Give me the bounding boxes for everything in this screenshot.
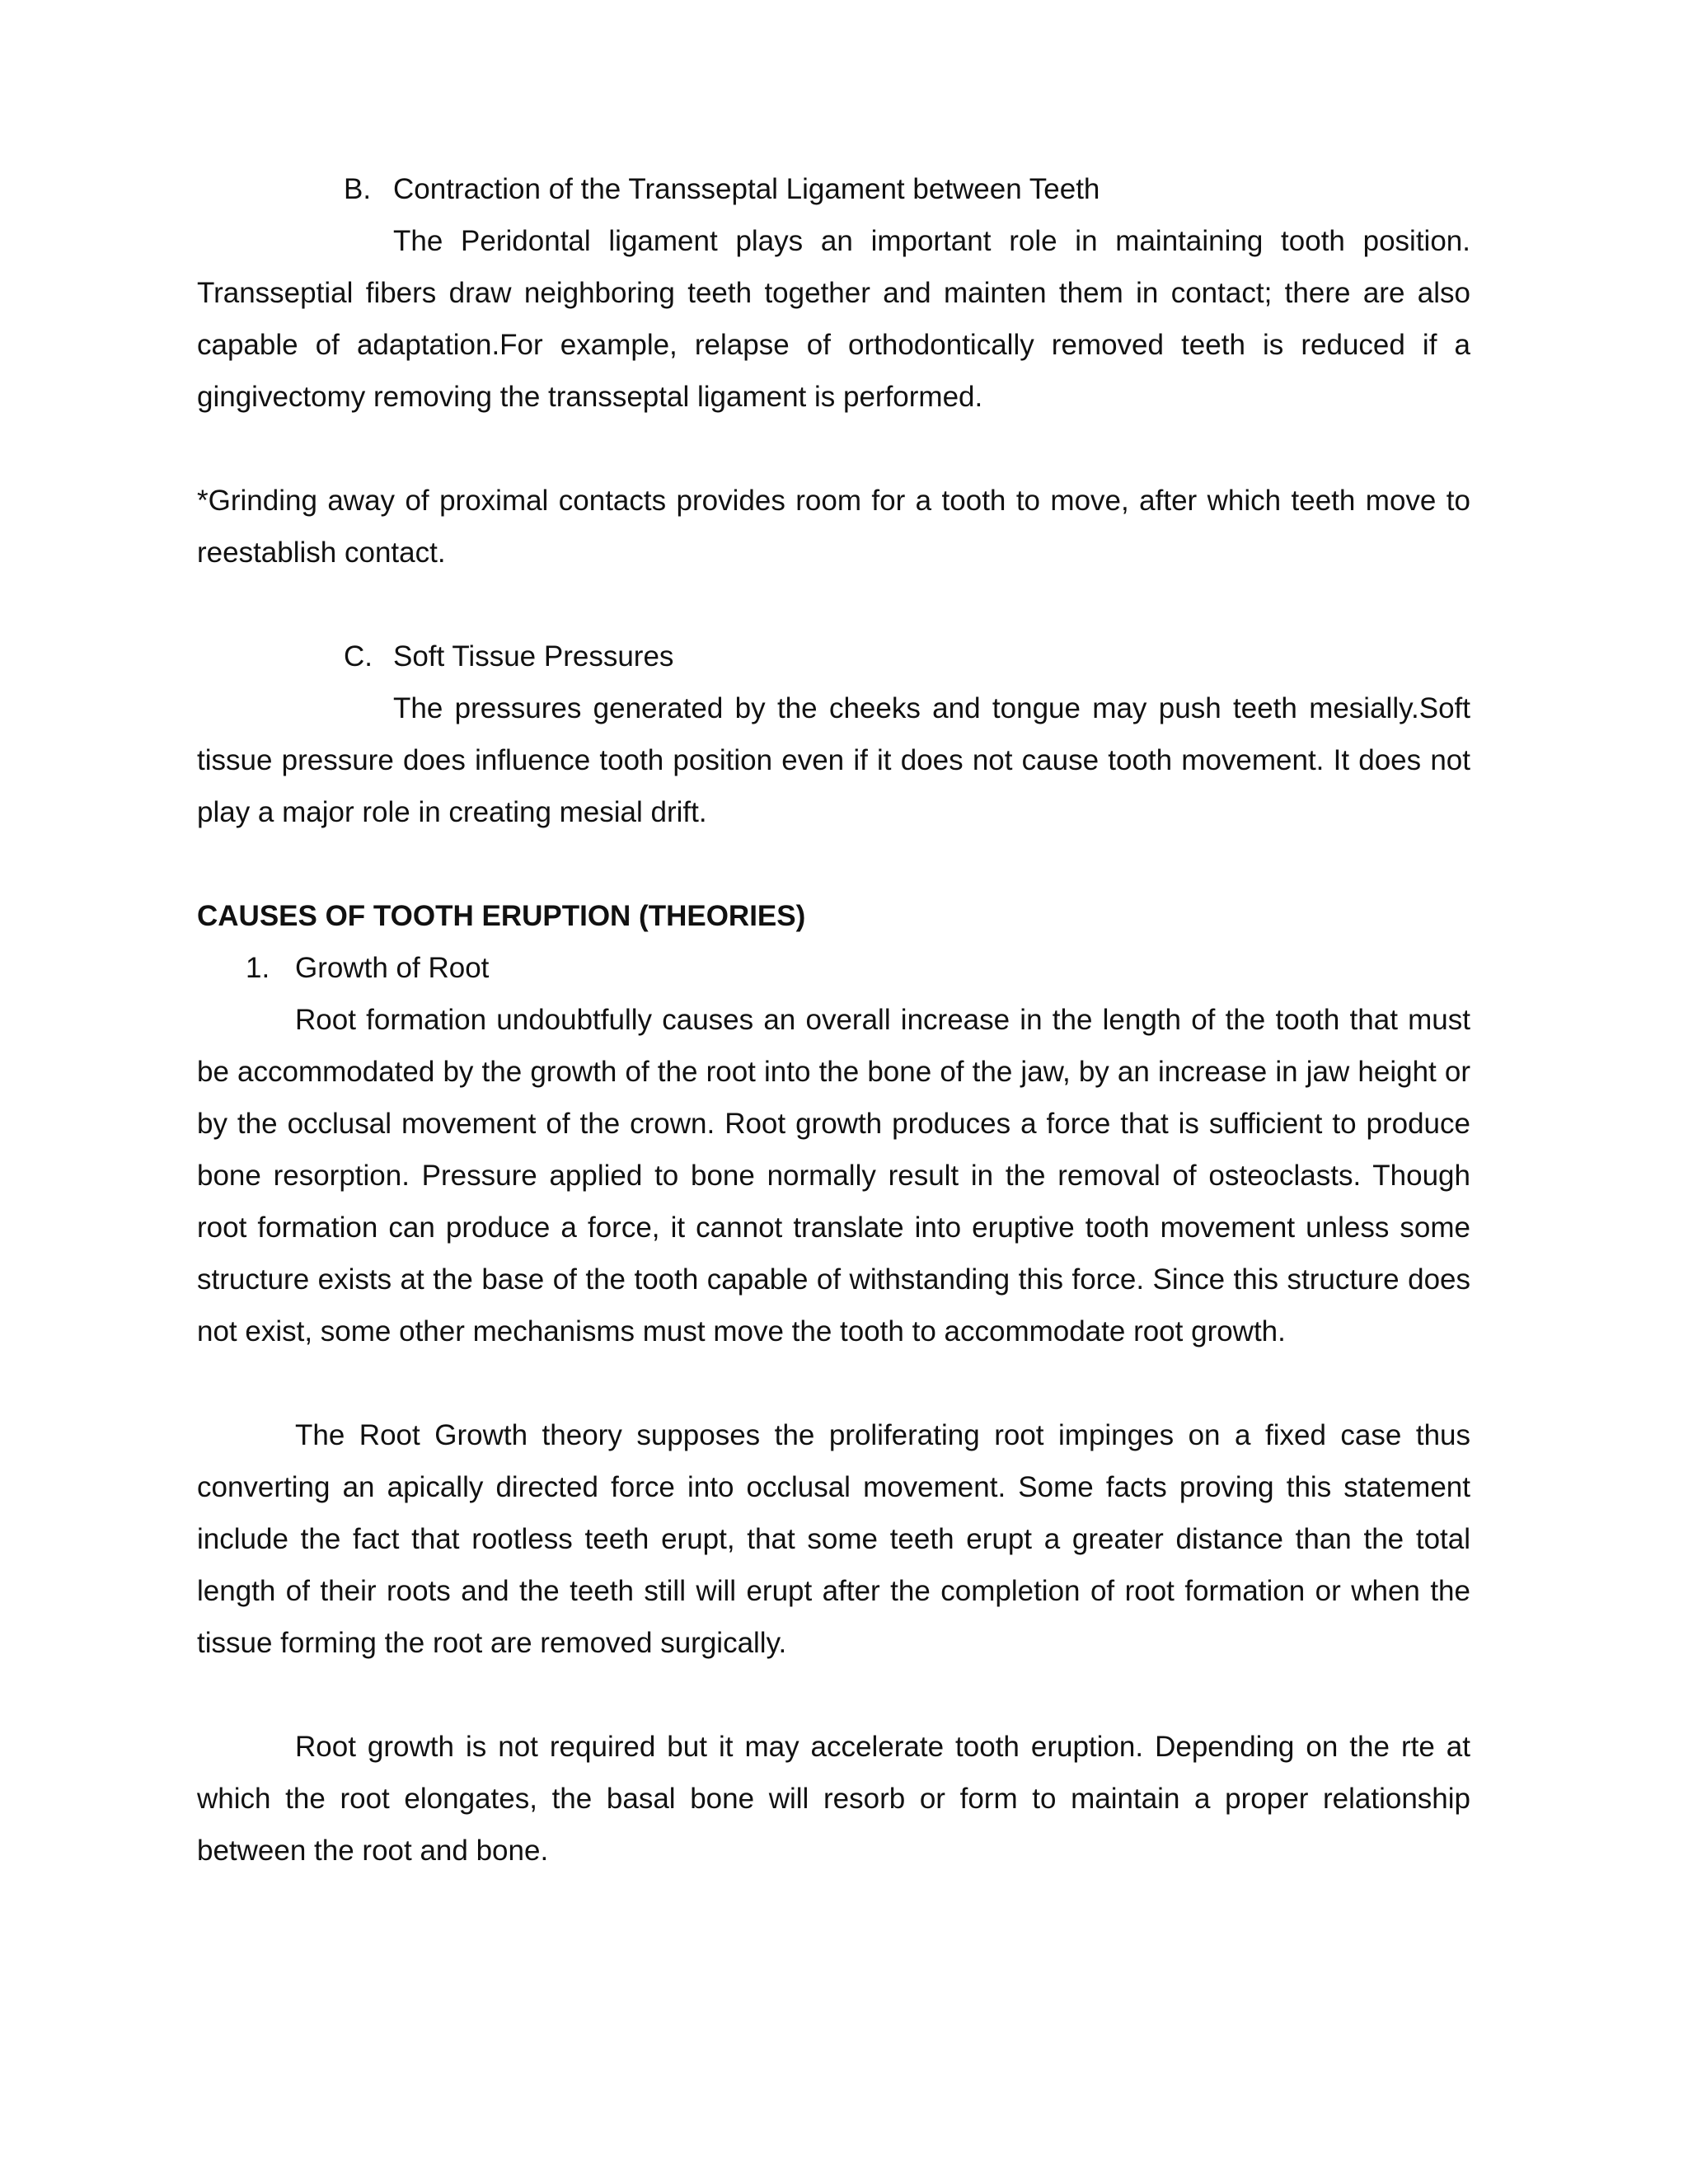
eruption-heading: CAUSES OF TOOTH ERUPTION (THEORIES) xyxy=(197,900,806,932)
eruption-paragraph-1: Root formation undoubtfully causes an overall increase in the length of the tooth that must be accommodated by the growth of the root into the bone of the jaw, by an increase in jaw height or by the occlusal movement of the crown. Root growth produces a force that is sufficient to produce bone resorption. Pressure applied to bone normally result in the removal of osteoclasts. Though root formation can produce a force, it cannot translate into eruptive tooth movement unless some structure exists at the base of the tooth capable of withstanding this force. Since this structure does not exist, some other mechanisms must move the tooth to accommodate root growth. xyxy=(197,1004,1470,1347)
document-body xyxy=(197,163,1470,1877)
section-b-heading xyxy=(197,163,1470,215)
eruption-paragraph-2: The Root Growth theory supposes the proliferating root impinges on a fixed case thus converting an apically directed force into occlusal movement. Some facts proving this statement include the fact that rootless teeth erupt, that some teeth erupt a greater distance than the total length of their roots and the teeth still will erupt after the completion of root formation or when the tissue forming the root are removed surgically. xyxy=(197,1419,1470,1659)
section-b-paragraph: The Peridontal ligament plays an important role in maintaining tooth position. Transseptial fibers draw neighboring teeth together and mainten them in contact; there are also capable of adaptation.For example, relapse of orthodontically removed teeth is reduced if a gingivectomy removing the transseptal ligament is performed. xyxy=(197,225,1470,413)
section-c-marker: C. xyxy=(344,640,373,673)
section-c-heading xyxy=(197,630,1470,682)
eruption-item-marker: 1. xyxy=(246,952,270,984)
section-c-paragraph: The pressures generated by the cheeks and tongue may push teeth mesially.Soft tissue pressure does influence tooth position even if it does not cause tooth movement. It does not play a major role in creating mesial drift. xyxy=(197,692,1470,828)
spacer xyxy=(197,423,1470,475)
section-b-title: Contraction of the Transseptal Ligament between Teeth xyxy=(393,173,1100,205)
spacer xyxy=(197,579,1470,630)
grinding-note: *Grinding away of proximal contacts provides room for a tooth to move, after which teeth move to reestablish contact. xyxy=(197,485,1470,569)
eruption-item-title: Growth of Root xyxy=(295,952,490,984)
spacer xyxy=(197,1357,1470,1409)
spacer xyxy=(197,838,1470,890)
eruption-paragraph-3: Root growth is not required but it may accelerate tooth eruption. Depending on the rte at which the root elongates, the basal bone will resorb or form to maintain a proper relationship between the root and bone. xyxy=(197,1731,1470,1867)
eruption-item-1 xyxy=(197,942,1470,994)
section-c-title: Soft Tissue Pressures xyxy=(393,640,674,673)
spacer xyxy=(197,1669,1470,1721)
section-b-marker: B. xyxy=(344,173,372,205)
